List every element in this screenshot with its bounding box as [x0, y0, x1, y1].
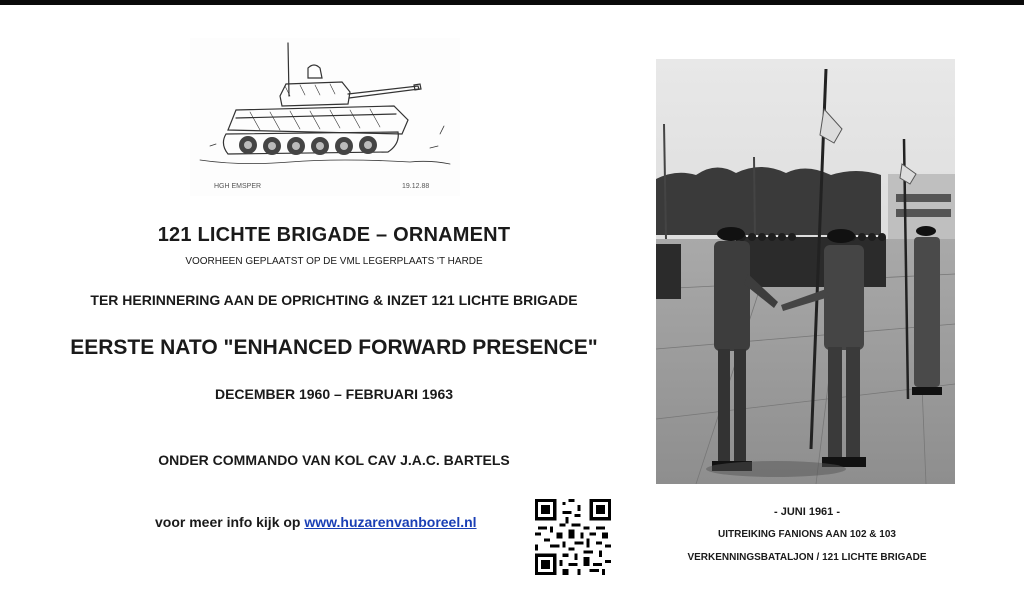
qr-code-icon[interactable] — [535, 499, 611, 575]
page-subtitle: VOORHEEN GEPLAATST OP DE VML LEGERPLAATS 'T HARDE — [185, 256, 483, 267]
sketch-signature: HGH EMSPER — [214, 183, 262, 190]
commemoration-text: TER HERINNERING AAN DE OPRICHTING & INZET 121 LICHTE BRIGADE — [90, 292, 578, 308]
period-text: DECEMBER 1960 – FEBRUARI 1963 — [214, 386, 454, 402]
more-info-line — [155, 514, 477, 530]
photo-caption-line1: UITREIKING FANIONS AAN 102 & 103 — [717, 529, 896, 540]
sketch-date: 19.12.88 — [402, 183, 430, 190]
mission-heading: EERSTE NATO "ENHANCED FORWARD PRESENCE" — [70, 336, 598, 359]
website-link[interactable]: www.huzarenvanboreel.nl — [304, 514, 477, 530]
page-title: 121 LICHTE BRIGADE – ORNAMENT — [157, 224, 511, 246]
photo-caption-line2: VERKENNINGSBATALJON / 121 LICHTE BRIGADE — [687, 552, 927, 563]
top-border — [0, 0, 1024, 5]
tank-sketch-icon — [190, 38, 460, 196]
command-text: ONDER COMMANDO VAN KOL CAV J.A.C. BARTELS — [158, 452, 510, 468]
historic-photo — [656, 59, 955, 484]
photo-date: - JUNI 1961 - — [773, 506, 841, 518]
more-info-label: voor meer info kijk op — [155, 514, 301, 530]
